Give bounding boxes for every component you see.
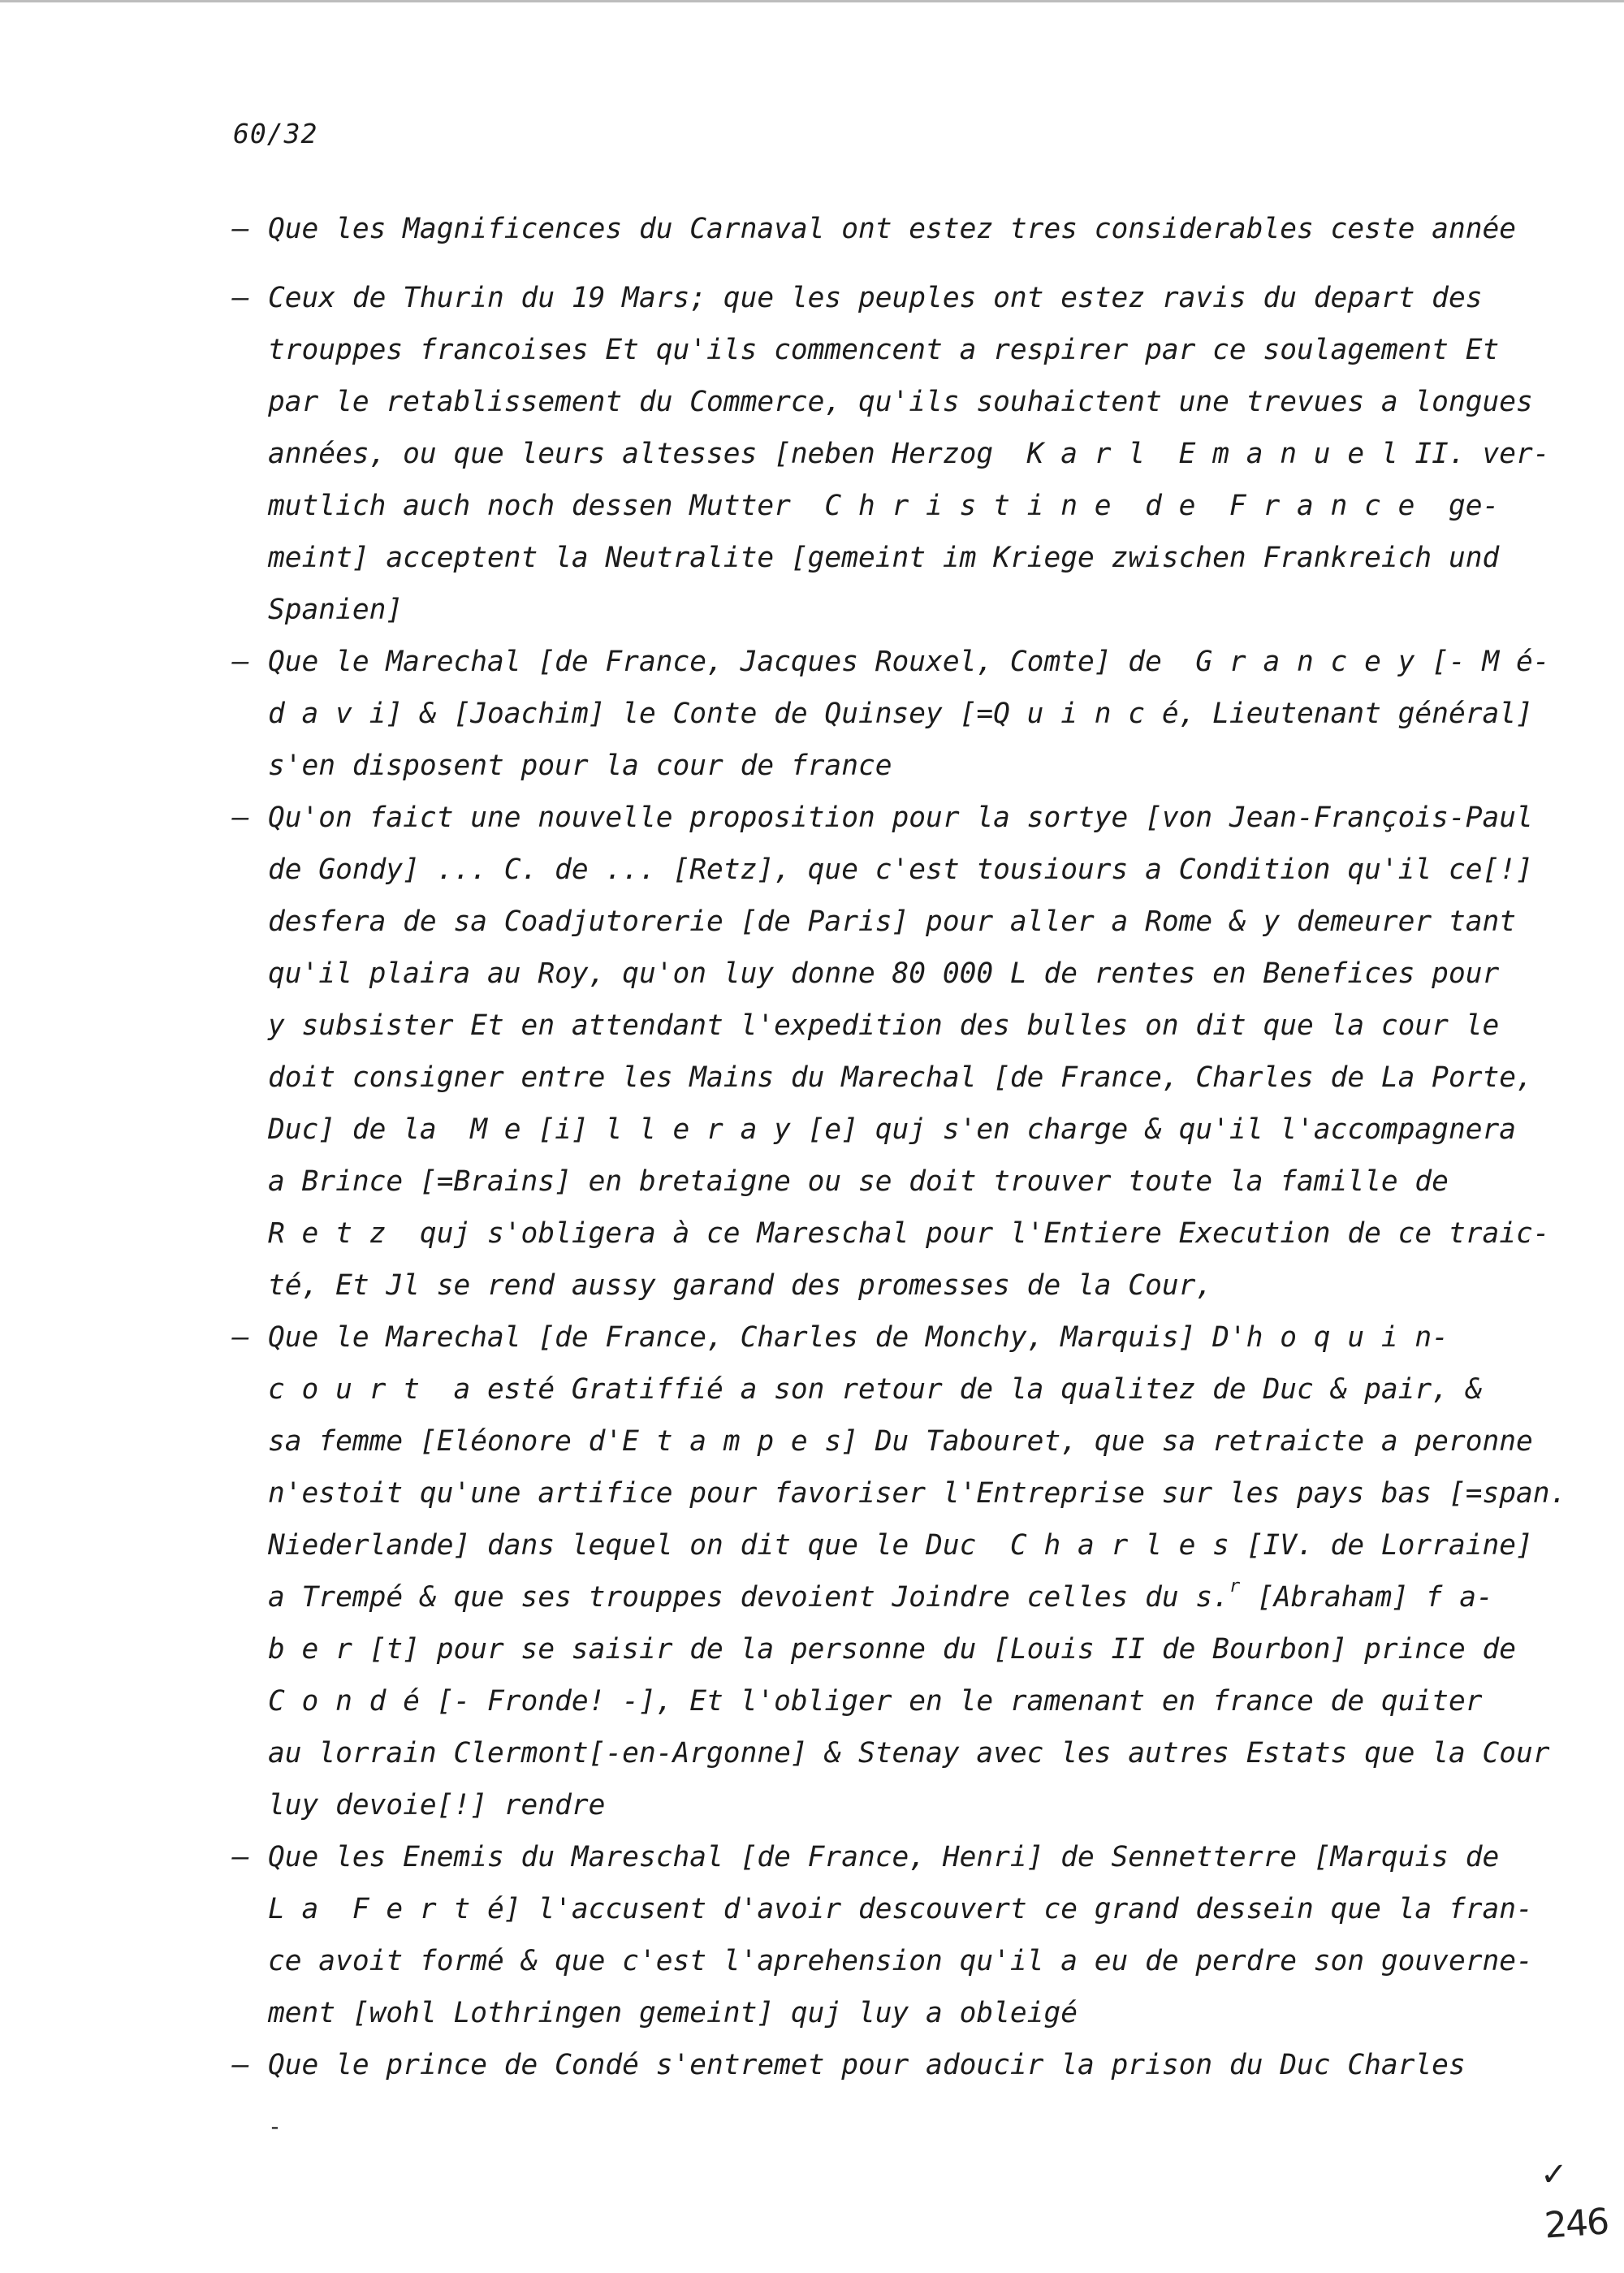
text-line: Que les Magnificences du Carnaval ont estez tres considerables ceste année xyxy=(268,213,1517,245)
text-line: C o n d é [- Fronde! -], Et l'obliger en le ramenant en france de quiter xyxy=(268,1685,1483,1718)
text-line: a Brince [=Brains] en bretaigne ou se doit trouver toute la famille de xyxy=(268,1165,1449,1198)
text-line: Niederlande] dans lequel on dit que le Duc C h a r l e s [IV. de Lorraine] xyxy=(268,1529,1533,1562)
text-line: c o u r t a esté Gratiffié a son retour de la qualitez de Duc & pair, & xyxy=(268,1373,1483,1406)
text-line: Que les Enemis du Mareschal [de France, Henri] de Sennetterre [Marquis de xyxy=(268,1841,1500,1873)
superscript: r xyxy=(1229,1576,1241,1597)
text-line: Spanien] xyxy=(268,594,404,626)
handwritten-folio-number: 246 xyxy=(1543,2201,1609,2247)
text-line: Que le Marechal [de France, Jacques Rouxel, Comte] de G r a n c e y [- M é- xyxy=(268,646,1550,678)
text-line: mutlich auch noch dessen Mutter C h r i s t i n e d e F r a n c e ge- xyxy=(268,490,1500,522)
text-line: Qu'on faict une nouvelle proposition pour la sortye [von Jean-François-Paul xyxy=(268,802,1533,834)
text-line: Que le Marechal [de France, Charles de Monchy, Marquis] D'h o q u i n- xyxy=(268,1321,1449,1354)
text-line: desfera de sa Coadjutorerie [de Paris] pour aller a Rome & y demeurer tant xyxy=(268,905,1517,938)
text-line: d a v i] & [Joachim] le Conte de Quinsey [=Q u i n c é, Lieutenant général] xyxy=(268,698,1533,730)
text-line: Que le prince de Condé s'entremet pour adoucir la prison du Duc Charles xyxy=(268,2049,1466,2081)
text-line: luy devoie[!] rendre xyxy=(268,1789,606,1821)
text-line: trouppes francoises Et qu'ils commencent a respirer par ce soulagement Et xyxy=(268,334,1500,366)
top-border xyxy=(0,0,1624,2)
text-line: au lorrain Clermont[-en-Argonne] & Stenay avec les autres Estats que la Cour xyxy=(268,1737,1550,1770)
entry-bullet: – xyxy=(232,213,249,245)
text-line: y subsister Et en attendant l'expedition des bulles on dit que la cour le xyxy=(268,1009,1500,1042)
text-line: b e r [t] pour se saisir de la personne du [Louis II de Bourbon] prince de xyxy=(268,1633,1517,1666)
text-line: qu'il plaira au Roy, qu'on luy donne 80 000 L de rentes en Benefices pour xyxy=(268,957,1500,990)
text-segment: [Abraham] f a- xyxy=(1240,1581,1493,1614)
entry-bullet: – xyxy=(232,802,249,834)
text-line: té, Et Jl se rend aussy garand des promesses de la Cour, xyxy=(268,1269,1213,1302)
text-line: années, ou que leurs altesses [neben Herzog K a r l E m a n u e l II. ver- xyxy=(268,438,1550,470)
trailing-mark: - xyxy=(268,2113,282,2140)
text-line: L a F e r t é] l'accusent d'avoir descouvert ce grand dessein que la fran- xyxy=(268,1893,1533,1925)
text-segment: a Trempé & que ses trouppes devoient Joindre celles du s. xyxy=(268,1581,1229,1614)
entry-bullet: – xyxy=(232,2049,249,2081)
entry-bullet: – xyxy=(232,646,249,678)
text-line: ment [wohl Lothringen gemeint] quj luy a obleigé xyxy=(268,1997,1078,2029)
text-line: s'en disposent pour la cour de france xyxy=(268,750,892,782)
text-line: sa femme [Eléonore d'E t a m p e s] Du Tabouret, que sa retraicte a peronne xyxy=(268,1425,1533,1458)
page-number: 60/32 xyxy=(233,118,318,149)
entry-bullet: – xyxy=(232,1841,249,1873)
text-line: R e t z quj s'obligera à ce Mareschal pour l'Entiere Execution de ce traic- xyxy=(268,1217,1550,1250)
text-line: Ceux de Thurin du 19 Mars; que les peuples ont estez ravis du depart des xyxy=(268,282,1483,314)
entry-bullet: – xyxy=(232,1321,249,1354)
handwritten-check-icon: ✓ xyxy=(1540,2156,1568,2193)
text-line xyxy=(268,1576,1493,1614)
text-line: meint] acceptent la Neutralite [gemeint im Kriege zwischen Frankreich und xyxy=(268,542,1500,574)
text-line: doit consigner entre les Mains du Marechal [de France, Charles de La Porte, xyxy=(268,1061,1533,1094)
text-line: n'estoit qu'une artifice pour favoriser l'Entreprise sur les pays bas [=span. xyxy=(268,1477,1567,1510)
text-line: Duc] de la M e [i] l l e r a y [e] quj s'en charge & qu'il l'accompagnera xyxy=(268,1113,1517,1146)
text-line: de Gondy] ... C. de ... [Retz], que c'est tousiours a Condition qu'il ce[!] xyxy=(268,853,1533,886)
text-line: ce avoit formé & que c'est l'aprehension qu'il a eu de perdre son gouverne- xyxy=(268,1945,1533,1977)
entry-bullet: – xyxy=(232,282,249,314)
text-line: par le retablissement du Commerce, qu'ils souhaictent une trevues a longues xyxy=(268,386,1533,418)
